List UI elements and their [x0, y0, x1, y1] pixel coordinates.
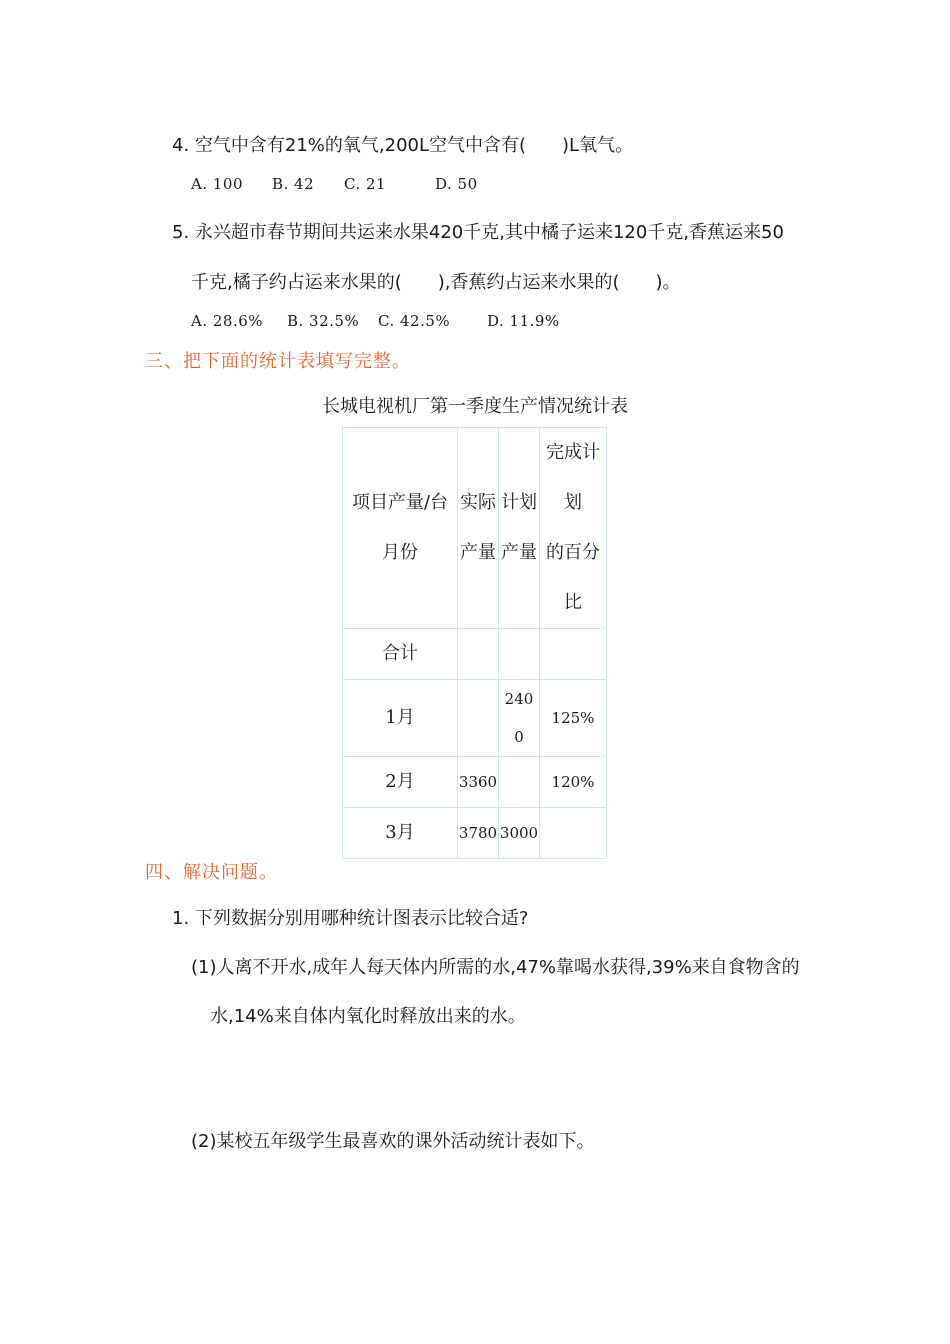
row-mar-percent	[540, 808, 607, 859]
row-mar-text: 3月	[385, 822, 415, 843]
row-mar-label	[343, 808, 458, 859]
problem-1-sub1-line2: 水,14%来自体内氧化时释放出来的水。	[210, 1006, 526, 1027]
question-4: 4. 空气中含有21%的氧气,200L空气中含有( )L氧气。	[172, 135, 634, 156]
section-4-heading: 四、解决问题。	[145, 862, 278, 883]
row-total-planned	[499, 629, 540, 680]
header-completion-line4: 比	[564, 592, 582, 613]
row-feb-percent: 120%	[540, 757, 607, 808]
question-5-line2: 千克,橘子约占运来水果的( ),香蕉约占运来水果的( )。	[191, 272, 681, 293]
problem-1-sub2: (2)某校五年级学生最喜欢的课外活动统计表如下。	[191, 1131, 595, 1152]
header-completion-percent	[540, 428, 607, 629]
row-jan-text: 1月	[385, 707, 415, 728]
header-planned-line1: 计划	[501, 492, 537, 513]
section-3-heading: 三、把下面的统计表填写完整。	[145, 351, 411, 372]
header-planned-line2: 产量	[501, 542, 537, 563]
problem-1-sub1-line1: (1)人离不开水,成年人每天体内所需的水,47%靠喝水获得,39%来自食物含的	[191, 957, 800, 978]
production-stat-table	[342, 427, 607, 859]
q5-option-b: B. 32.5%	[287, 312, 360, 330]
table-row	[343, 680, 607, 757]
row-mar-actual: 3780	[458, 808, 499, 859]
question-5-line1: 5. 永兴超市春节期间共运来水果420千克,其中橘子运来120千克,香蕉运来50	[172, 222, 784, 243]
header-planned-output	[499, 428, 540, 629]
table-row	[343, 808, 607, 859]
header-completion-line1: 完成计	[546, 442, 600, 463]
row-total-label: 合计	[343, 629, 458, 680]
header-actual-output	[458, 428, 499, 629]
header-month-label: 月份	[382, 542, 418, 563]
row-feb-text: 2月	[385, 771, 415, 792]
q4-option-d: D. 50	[435, 175, 478, 193]
row-jan-actual	[458, 680, 499, 757]
row-jan-percent: 125%	[540, 680, 607, 757]
header-actual-line1: 实际	[460, 492, 496, 513]
q4-option-a: A. 100	[191, 175, 243, 193]
header-item-label: 项目产量/台	[351, 492, 449, 513]
row-jan-planned-line1: 240	[504, 690, 534, 708]
row-feb-actual: 3360	[458, 757, 499, 808]
header-actual-line2: 产量	[460, 542, 496, 563]
table-title: 长城电视机厂第一季度生产情况统计表	[322, 396, 628, 417]
row-jan-planned	[499, 680, 540, 757]
table-row	[343, 757, 607, 808]
header-completion-line3: 的百分	[546, 542, 600, 563]
row-mar-planned: 3000	[499, 808, 540, 859]
row-feb-label	[343, 757, 458, 808]
table-row	[343, 629, 607, 680]
row-total-actual	[458, 629, 499, 680]
q5-option-d: D. 11.9%	[487, 312, 560, 330]
row-jan-label	[343, 680, 458, 757]
q5-option-a: A. 28.6%	[191, 312, 264, 330]
header-item-month	[343, 428, 458, 629]
problem-1-title: 1. 下列数据分别用哪种统计图表示比较合适?	[172, 908, 529, 929]
q4-option-c: C. 21	[344, 175, 387, 193]
q4-option-b: B. 42	[272, 175, 315, 193]
row-total-percent	[540, 629, 607, 680]
row-jan-planned-line2: 0	[514, 728, 524, 746]
table-header-row	[343, 428, 607, 629]
row-feb-planned	[499, 757, 540, 808]
q5-option-c: C. 42.5%	[378, 312, 451, 330]
header-completion-line2: 划	[564, 492, 582, 513]
